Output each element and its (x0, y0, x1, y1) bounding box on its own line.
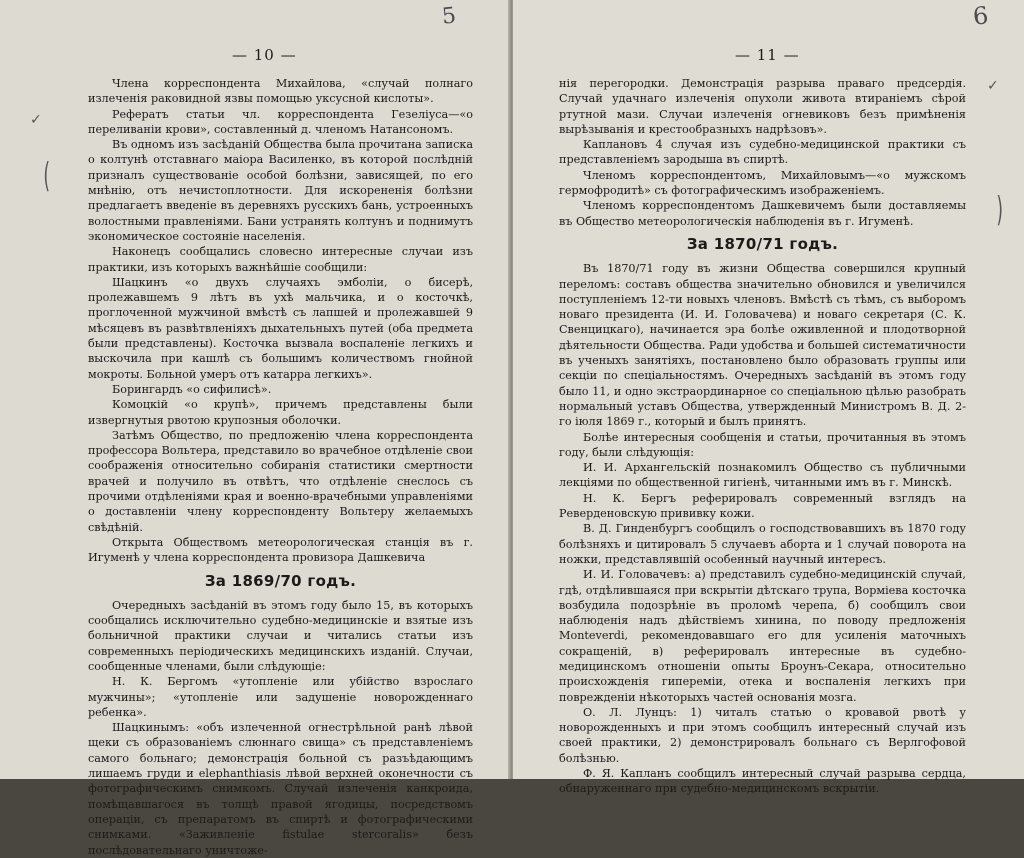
paragraph: Наконецъ сообщались словесно интересные случаи изъ практики, изъ которыхъ важнѣйшіе сообщили: (88, 245, 473, 274)
left-text-column (88, 76, 473, 858)
paragraph: Каплановъ 4 случая изъ судебно-медицинской практики съ представленіемъ зародыша въ спиртѣ. (559, 138, 966, 167)
text-block-before-heading (88, 76, 473, 566)
handwritten-page-note: 5 (440, 3, 458, 30)
pencil-check-mark: ✓ (30, 112, 42, 128)
pencil-bracket-mark: ) (996, 190, 1003, 230)
right-page (513, 0, 1024, 796)
paragraph: Членомъ корреспондентомъ Дашкевичемъ были доставляемы въ Общество метеорологическія наблюденія въ г. Игуменѣ. (559, 199, 966, 228)
section-heading: За 1870/71 годъ. (686, 234, 839, 253)
paragraph: Члена корреспондента Михайлова, «случай полнаго излеченія раковидной язвы помощью уксусной кислоты». (88, 77, 473, 106)
text-block-after-heading (559, 261, 966, 796)
pencil-check-mark: ✓ (987, 78, 999, 94)
paragraph: Ф. Я. Капланъ сообщилъ интересный случай разрыва сердца, обнаруженнаго при судебно-медицинскомъ вскрытіи. (559, 767, 966, 796)
paragraph: И. И. Архангельскій познакомилъ Общество съ публичными лекціями по общественной гигіенѣ, читанными имъ въ г. Минскѣ. (559, 461, 966, 490)
text-block-after-heading (88, 598, 473, 858)
paragraph: нія перегородки. Демонстрація разрыва праваго предсердія. Случай удачнаго излеченія опухоли живота втираніемъ сѣрой ртутной мази. Случаи излеченія огневиковъ безъ примѣненія вырѣзыванія и крестообразныхъ надрѣзовъ». (559, 77, 966, 136)
paragraph: Затѣмъ Общество, по предложенію члена корреспондента профессора Вольтера, представило во врачебное отдѣленіе свои соображенія относительно собиранія статистики смертности врачей и получило въ отвѣтъ, что отдѣленіе снеслось съ прочими отдѣленіями края и военно-врачебными управленіями о доставленіи члену корреспонденту Вольтеру желаемыхъ свѣдѣній. (88, 428, 473, 534)
paragraph: Н. К. Бергомъ «утопленіе или убійство взрослаго мужчины»; «утопленіе или задушеніе новорожденнаго ребенка». (88, 675, 473, 719)
paragraph: О. Л. Лунцъ: 1) читалъ статью о кровавой рвотѣ у новорожденныхъ и при этомъ сообщилъ интересный случай изъ своей практики, 2) демонстрировалъ больнаго съ Верлгофовой болѣзнью. (559, 705, 966, 765)
handwritten-page-note: 6 (971, 1, 990, 31)
paragraph: Комоцкій «о крупѣ», причемъ представлены были извергнутыя рвотою крупозныя оболочки. (88, 398, 473, 427)
text-block-before-heading (559, 76, 966, 229)
paragraph: Членомъ корреспондентомъ, Михайловымъ—«о мужскомъ гермофродитѣ» съ фотографическимъ изображеніемъ. (559, 168, 966, 198)
paragraph: Въ 1870/71 году въ жизни Общества совершился крупный переломъ: составъ общества значительно обновился и увеличился поступленіемъ 12-ти новыхъ членовъ. Вмѣстѣ съ тѣмъ, съ выборомъ новаго президента (И. И. Головачева) и новаго секретаря (С. К. Свенцицкаго), начинается эра болѣе оживленной и плодотворной дѣятельности Общества. Ради удобства и большей систематичности въ ученыхъ занятіяхъ, постановлено было образовать группы или секціи по спеціальностямъ. Очередныхъ засѣданій въ этомъ году было 11, и одно экстраординарное со спеціальною цѣлью разобрать нормальный уставъ Общества, утвержденный Министромъ В. Д. 2-го іюля 1869 г., который и былъ принятъ. (559, 262, 966, 429)
paragraph: Шацкинымъ: «объ излеченной огнестрѣльной ранѣ лѣвой щеки съ образованіемъ слюннаго свища» съ представленіемъ самого больнаго; демонстрація больной съ разъѣдающимъ лишаемъ груди и elephanthiasis лѣвой верхней оконечности съ фотографическимъ снимкомъ. Случай излеченія канкроида, помѣщавшагося въ толщѣ правой ягодицы, посредствомъ операціи, съ препаратомъ въ спиртѣ и фотографическими снимками. «Заживленіе fistulae stercoralis» безъ послѣдовательнаго уничтоже- (88, 721, 473, 857)
paragraph: Очередныхъ засѣданій въ этомъ году было 15, въ которыхъ сообщались исключительно судебно-медицинскіе и взятые изъ больничной практики случаи и читались статьи изъ современныхъ періодическихъ медицинскихъ изданій. Случаи, сообщенные членами, были слѣдующіе: (88, 598, 473, 673)
paragraph: Открыта Обществомъ метеорологическая станція въ г. Игуменѣ у члена корреспондента провизора Дашкевича (88, 535, 473, 565)
pencil-bracket-mark: ( (43, 156, 50, 196)
paragraph: И. И. Головачевъ: а) представилъ судебно-медицинскій случай, гдѣ, отдѣлившаяся при вскрытіи дѣтскаго трупа, Ворміева косточка возбудила подозрѣніе въ проломѣ черепа, б) сообщилъ свои наблюденія надъ дѣйствіемъ хинина, по поводу предложенія Monteverdi, рекомендовавшаго его для усиленія маточныхъ сокращеній, в) реферировалъ интересные въ судебно-медицинскомъ отношеніи опыты Броунъ-Секара, относительно происхожденія гипереміи, отека и воспаленія легкихъ при поврежденіи нѣкоторыхъ частей основанія мозга. (559, 568, 966, 704)
paragraph: Рефератъ статьи чл. корреспондента Гезеліуса—«о переливаніи крови», составленный д. членомъ Натансономъ. (88, 107, 473, 136)
page-number: — 11 — (735, 46, 800, 64)
section-heading: За 1869/70 годъ. (204, 571, 357, 590)
paragraph: Шацкинъ «о двухъ случаяхъ эмболіи, о бисерѣ, пролежавшемъ 9 лѣтъ въ ухѣ мальчика, и о косточкѣ, проглоченной мужчиной вмѣстѣ съ лапшей и пролежавшей 9 мѣсяцевъ въ развѣтвленіяхъ дыхательныхъ путей (оба предмета были представлены). Косточка вызвала воспаленіе легкихъ и выскочила при кашлѣ съ большимъ количествомъ гнойной мокроты. Больной умеръ отъ катарра легкихъ». (88, 275, 473, 381)
paragraph: Борингардъ «о сифилисѣ». (112, 382, 272, 396)
page-number: — 10 — (232, 46, 297, 64)
paragraph: Н. К. Бергъ реферировалъ современный взглядъ на Реверденовскую прививку кожи. (559, 491, 966, 521)
paragraph: Въ одномъ изъ засѣданій Общества была прочитана записка о колтунѣ отставнаго маіора Василенко, въ которой послѣдній призналъ существованіе особой болѣзни, зависящей, по его мнѣнію, отъ нечистоплотности. Для искорененія болѣзни предлагаетъ введеніе въ деревняхъ русскихъ бань, устроенныхъ волостными правленіями. Бани устранять колтунъ и поднимутъ экономическое состояніе населенія. (88, 138, 473, 243)
right-text-column (559, 76, 966, 797)
left-page (0, 0, 510, 857)
paragraph: Болѣе интересныя сообщенія и статьи, прочитанныя въ этомъ году, были слѣдующія: (559, 430, 966, 459)
paragraph: В. Д. Гинденбургъ сообщилъ о господствовавшихъ въ 1870 году болѣзняхъ и цитировалъ 5 случаевъ аборта и 1 случай поворота на ножки, представлявшій особенный научный интересъ. (559, 522, 966, 566)
